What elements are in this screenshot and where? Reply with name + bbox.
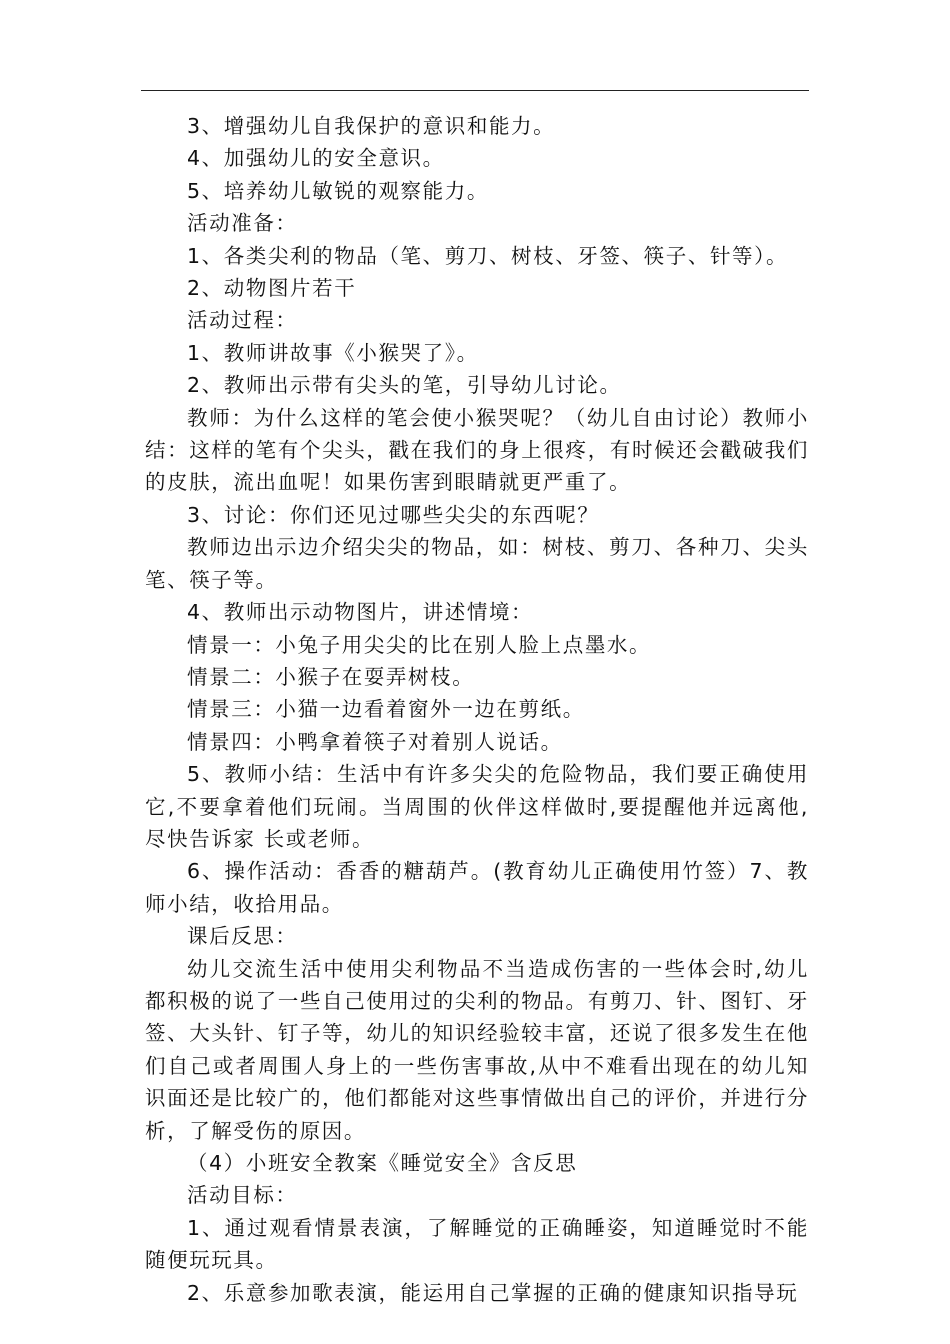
paragraph: 2、教师出示带有尖头的笔，引导幼儿讨论。 (187, 373, 622, 398)
paragraph: 1、各类尖利的物品（笔、剪刀、树枝、牙签、筷子、针等）。 (187, 243, 789, 268)
paragraph: 课后反思： (187, 924, 298, 949)
paragraph: 3、讨论：你们还见过哪些尖尖的东西呢？ (187, 502, 600, 527)
paragraph: 活动过程： (187, 308, 298, 333)
paragraph: 5、培养幼儿敏锐的观察能力。 (187, 178, 489, 203)
paragraph: 2、乐意参加歌表演，能运用自己掌握的正确的健康知识指导玩 (187, 1280, 799, 1305)
paragraph: 活动目标： (187, 1183, 298, 1208)
paragraph: 情景四：小鸭拿着筷子对着别人说话。 (187, 729, 563, 754)
paragraph: 教师边出示边介绍尖尖的物品，如：树枝、剪刀、各种刀、尖头笔、筷子等。 (145, 535, 809, 592)
section-heading: （4）小班安全教案《睡觉安全》含反思 (187, 1151, 578, 1175)
paragraph: 5、教师小结：生活中有许多尖尖的危险物品，我们要正确使用它,不要拿着他们玩闹。当周围的伙伴这样做时,要提醒他并远离他,尽快告诉家 长或老师。 (145, 762, 809, 851)
header-rule (141, 90, 809, 91)
paragraph: 6、操作活动：香香的糖葫芦。(教育幼儿正确使用竹签）7、教师小结，收拾用品。 (145, 859, 809, 916)
paragraph: 教师：为什么这样的笔会使小猴哭呢？（幼儿自由讨论）教师小结：这样的笔有个尖头，戳在我们的身上很疼，有时候还会戳破我们的皮肤，流出血呢！如果伤害到眼睛就更严重了。 (145, 405, 809, 495)
paragraph: 情景三：小猫一边看着窗外一边在剪纸。 (187, 697, 585, 722)
paragraph: 4、加强幼儿的安全意识。 (187, 146, 445, 171)
paragraph: 情景二：小猴子在耍弄树枝。 (187, 664, 475, 689)
paragraph: 活动准备： (187, 211, 298, 236)
document-body (145, 110, 809, 1309)
paragraph: 幼儿交流生活中使用尖利物品不当造成伤害的一些体会时,幼儿都积极的说了一些自己使用过的尖利的物品。有剪刀、针、图钉、牙签、大头针、钉子等，幼儿的知识经验较丰富，还说了很多发生在他们自己或者周围人身上的一些伤害事故,从中不难看出现在的幼儿知识面还是比较广的，他们都能对这些事情做出自己的评价，并进行分析，了解受伤的原因。 (145, 956, 809, 1143)
paragraph: 1、教师讲故事《小猴哭了》。 (187, 340, 479, 365)
paragraph: 2、动物图片若干 (187, 276, 357, 301)
paragraph: 1、通过观看情景表演，了解睡觉的正确睡姿，知道睡觉时不能随便玩玩具。 (145, 1215, 809, 1273)
paragraph: 4、教师出示动物图片，讲述情境： (187, 600, 534, 625)
paragraph: 3、增强幼儿自我保护的意识和能力。 (187, 114, 556, 138)
paragraph: 情景一：小兔子用尖尖的比在别人脸上点墨水。 (187, 632, 652, 657)
